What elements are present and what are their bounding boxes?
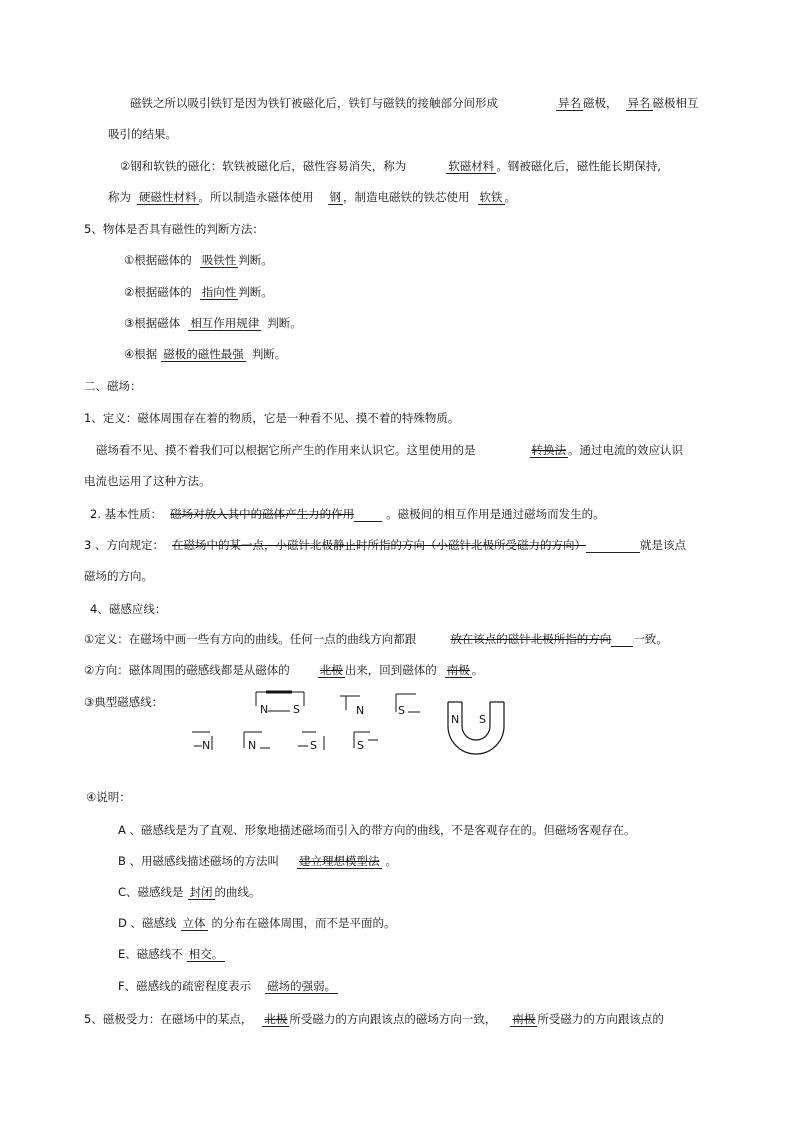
answer-blank: 磁极的磁性最强 — [163, 347, 244, 361]
field-lines-direction: ②方向：磁体周围的磁感线都是从磁体的 北极 出来，回到磁体的 南极 。 — [84, 663, 484, 677]
field-note-line2: 电流也运用了这种方法。 — [84, 474, 211, 488]
label-s: S — [398, 704, 405, 717]
label-s: S — [357, 739, 364, 752]
method-4: ④根据 磁极的磁性最强 判断。 — [124, 347, 287, 361]
label-s: S — [293, 703, 300, 716]
horseshoe-magnet — [448, 702, 504, 754]
answer-blank: 软铁 — [479, 190, 503, 204]
answer-blank: 指向性 — [201, 285, 237, 299]
typical-field-lines-label: ③典型磁感线： — [84, 695, 164, 709]
field-direction-line2: 磁场的方向。 — [84, 569, 153, 583]
answer-blank: 软磁材料 — [448, 159, 495, 173]
answer-blank: 转换法 — [531, 443, 566, 457]
field-basic-property: 2. 基本性质： 磁场对放入其中的磁体产生力的作用 。磁极间的相互作用是通过磁场而发生的。 — [90, 507, 605, 521]
label-n: N — [451, 713, 460, 726]
explanation-e: E、磁感线不 相交。 — [118, 947, 224, 961]
answer-blank: 吸铁性 — [201, 253, 237, 267]
para-steel-iron-line2: 称为 硬磁性材料 。所以制造永磁体使用 钢 ，制造电磁铁的铁芯使用 软铁 。 — [108, 190, 516, 204]
answer-blank: 放在该点的磁针北极所指的方向 — [450, 632, 612, 646]
para-magnetization-line2: 吸引的结果。 — [108, 127, 177, 141]
explanation-c: C、磁感线是 封闭 的曲线。 — [118, 885, 261, 899]
answer-blank: 相交。 — [188, 947, 224, 961]
explanation-b: B 、用磁感线描述磁场的方法叫 建立理想模型法 。 — [118, 854, 398, 868]
method-3: ③根据磁体 相互作用规律 判断。 — [124, 316, 302, 330]
answer-blank: 异名 — [627, 96, 651, 110]
answer-blank: 硬磁性材料 — [139, 190, 197, 204]
answer-blank: 钢 — [329, 190, 341, 204]
method-1: ①根据磁体的 吸铁性 判断。 — [124, 253, 273, 267]
answer-blank: 相互作用规律 — [190, 316, 260, 330]
magnet-diagram — [180, 686, 510, 766]
answer-blank: 磁场的强弱。 — [267, 979, 337, 993]
field-lines-title: 4、磁感应线： — [90, 602, 167, 616]
section-magnetic-field-title: 二、磁场： — [84, 379, 142, 393]
field-note-line1: 磁场看不见、摸不着我们可以根据它所产生的作用来认识它。这里使用的是 转换法 。通过电流的效应认识 — [96, 443, 683, 457]
label-s: S — [479, 713, 486, 726]
answer-blank: 北极 — [319, 663, 343, 677]
label-n: N — [260, 703, 269, 716]
answer-blank: 磁场对放入其中的磁体产生力的作用 — [170, 507, 355, 521]
answer-blank: 南极 — [512, 1012, 536, 1026]
answer-blank: 异名 — [558, 96, 581, 110]
answer-blank: 在磁场中的某一点，小磁针北极静止时所指的方向（小磁针北极所受磁力的方向） — [171, 538, 586, 552]
field-direction-line1: 3 、方向规定： 在磁场中的某一点，小磁针北极静止时所指的方向（小磁针北极所受磁力的方向） 就是该点 — [84, 538, 686, 552]
label-n: N — [356, 704, 365, 717]
answer-blank: 北极 — [264, 1012, 288, 1026]
label-n: N — [202, 739, 211, 752]
explanation-a: A 、磁感线是为了直观、形象地描述磁场而引入的带方向的曲线，不是客观存在的。但磁场客观存在。 — [118, 823, 636, 837]
pole-force: 5、磁极受力：在磁场中的某点， 北极 所受磁力的方向跟该点的磁场方向一致， 南极 所受磁力的方向跟该点的 — [84, 1012, 664, 1026]
answer-blank: 封闭 — [189, 885, 213, 899]
answer-blank: 立体 — [182, 916, 206, 930]
answer-blank: 建立理想模型法 — [299, 854, 380, 868]
explanation-d: D 、磁感线 立体 的分布在磁体周围，而不是平面的。 — [118, 916, 396, 930]
label-s: S — [310, 739, 317, 752]
method-2: ②根据磁体的 指向性 判断。 — [124, 285, 273, 299]
section-5-title: 5、物体是否具有磁性的判断方法： — [84, 222, 264, 236]
field-lines-definition: ①定义：在磁场中画一些有方向的曲线。任何一点的曲线方向都跟 放在该点的磁针北极所指的方向 一致。 — [84, 632, 668, 646]
answer-blank: 南极 — [446, 663, 470, 677]
field-definition: 1、定义：磁体周围存在着的物质，它是一种看不见、摸不着的特殊物质。 — [84, 411, 460, 425]
explanation-f: F、磁感线的疏密程度表示 磁场的强弱。 — [118, 979, 337, 993]
label-n: N — [248, 739, 257, 752]
para-magnetization-line1: 磁铁之所以吸引铁钉是因为铁钉被磁化后，铁钉与磁铁的接触部分间形成 异名 磁极， 异名 磁极相互 — [130, 96, 699, 110]
para-steel-iron-line1: ②钢和软铁的磁化：软铁被磁化后，磁性容易消失，称为 软磁材料 。钢被磁化后，磁性能长期保持, — [120, 159, 661, 173]
explanation-title: ④说明： — [86, 790, 131, 804]
